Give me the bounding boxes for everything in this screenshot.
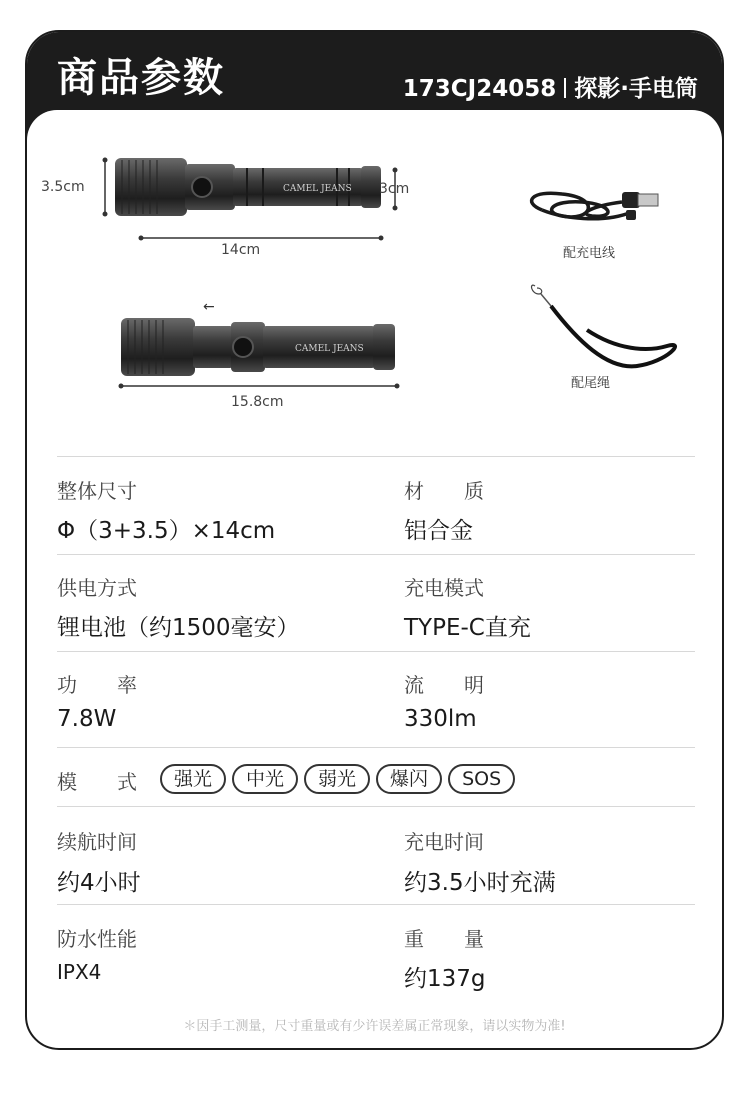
mode-pill: 爆闪 [376, 764, 442, 794]
waterproof-label: 防水性能 [57, 927, 137, 951]
mode-list [160, 764, 521, 794]
weight-value: 约137g [404, 966, 486, 992]
model-number: 173CJ24058 [402, 76, 557, 102]
power-label: 供电方式 [57, 576, 137, 600]
divider [57, 904, 695, 905]
mode-pill: 中光 [232, 764, 298, 794]
dim-height-left: 3.5cm [41, 179, 85, 195]
size-label: 整体尺寸 [57, 479, 137, 503]
model-divider [564, 78, 566, 98]
mode-pill: 弱光 [304, 764, 370, 794]
flashlight-2-brand: CAMEL JEANS [295, 344, 364, 354]
charge-mode-value: TYPE-C直充 [404, 615, 531, 641]
mode-pill: SOS [448, 764, 515, 794]
model-info [403, 70, 698, 103]
divider [57, 747, 695, 748]
mode-label: 模 式 [57, 770, 137, 794]
lumen-label: 流 明 [404, 673, 484, 697]
dim-height-right: 3cm [379, 181, 410, 197]
flashlight-2-image [107, 294, 407, 394]
flashlight-1-image [87, 152, 417, 252]
mode-pill: 强光 [160, 764, 226, 794]
charge-mode-label: 充电模式 [404, 576, 484, 600]
product-subtitle: 探影·手电筒 [574, 76, 698, 102]
material-value: 铝合金 [404, 518, 473, 544]
cable-caption: 配充电线 [563, 246, 616, 261]
size-value: Φ（3+3.5）×14cm [57, 518, 276, 544]
arrow-icon: ← [203, 299, 215, 315]
usb-cable-image [522, 172, 672, 242]
divider [57, 456, 695, 457]
waterproof-value: IPX4 [57, 960, 102, 984]
divider [57, 806, 695, 807]
disclaimer-note: ＊因手工测量，尺寸重量或有少许误差属正常现象，请以实物为准! [183, 1019, 566, 1034]
runtime-value: 约4小时 [57, 870, 141, 896]
flashlight-1-brand: CAMEL JEANS [283, 184, 352, 194]
page-title: 商品参数 [57, 55, 225, 101]
runtime-label: 续航时间 [57, 830, 137, 854]
wattage-value: 7.8W [57, 706, 117, 732]
dim-length-1: 14cm [221, 242, 261, 258]
dim-length-2: 15.8cm [231, 394, 284, 410]
weight-label: 重 量 [404, 927, 484, 951]
power-value: 锂电池（约1500毫安） [57, 615, 300, 641]
spec-card [25, 30, 724, 1050]
wattage-label: 功 率 [57, 673, 137, 697]
lumen-value: 330lm [404, 706, 477, 732]
divider [57, 554, 695, 555]
charge-time-label: 充电时间 [404, 830, 484, 854]
strap-image [527, 280, 687, 380]
material-label: 材 质 [404, 479, 484, 503]
divider [57, 651, 695, 652]
charge-time-value: 约3.5小时充满 [404, 870, 556, 896]
strap-caption: 配尾绳 [571, 376, 611, 391]
